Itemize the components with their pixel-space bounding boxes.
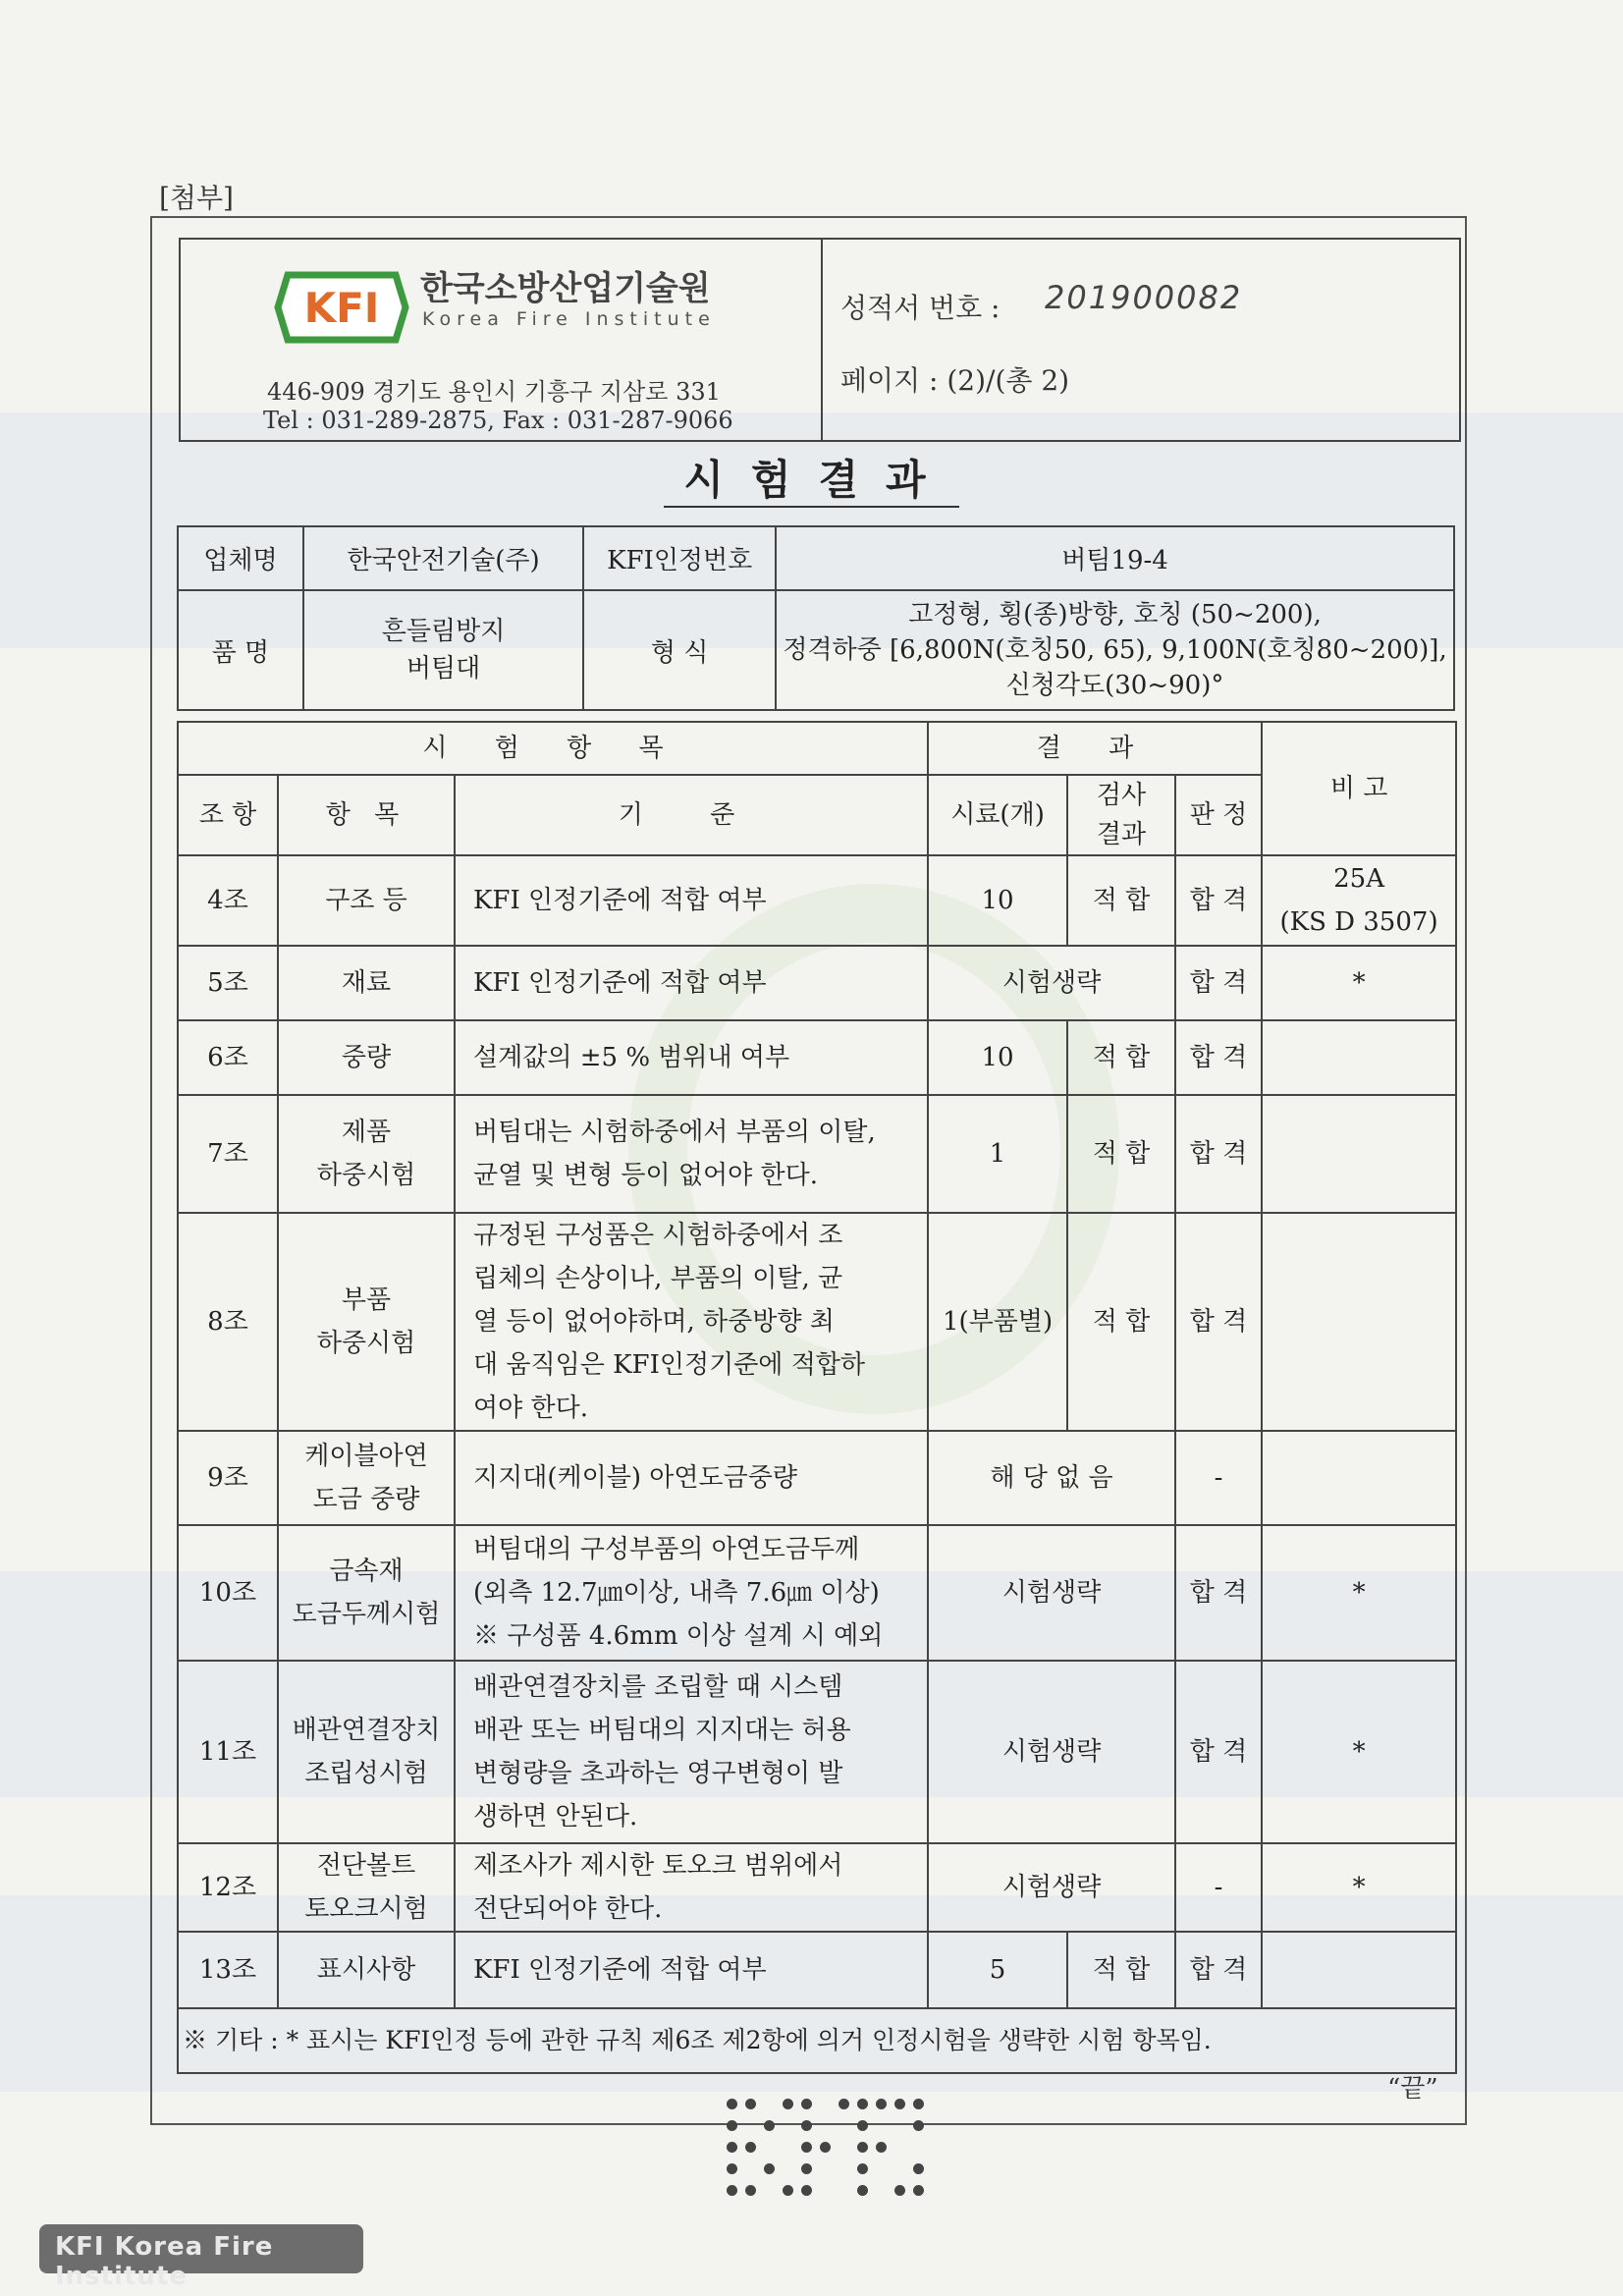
column-header-remarks: 비 고 (1262, 722, 1456, 855)
test-results-table (177, 721, 1457, 2074)
product-name-value: 흔들림방지 버팀대 (303, 590, 584, 710)
remarks-cell (1262, 1095, 1456, 1213)
standard-cell: 버팀대는 시험하중에서 부품의 이탈, 균열 및 변형 등이 없어야 한다. (455, 1095, 928, 1213)
judgment-cell: 합 격 (1175, 946, 1262, 1020)
sample-count-cell: 5 (928, 1932, 1067, 2008)
stamp-dot (801, 2185, 812, 2196)
remarks-cell: * (1262, 1525, 1456, 1661)
page-indicator: 페이지 : (2)/(총 2) (840, 364, 1070, 397)
table-row (178, 946, 1456, 1020)
stamp-dot (913, 2099, 924, 2109)
item-cell: 금속재 도금두께시험 (278, 1525, 455, 1661)
judgment-cell: 합 격 (1175, 1525, 1262, 1661)
stamp-dot (894, 2099, 905, 2109)
table-row (178, 1020, 1456, 1095)
footnote: ※ 기타 : * 표시는 KFI인정 등에 관한 규칙 제6조 제2항에 의거 인정시험을 생략한 시험 항목임. (178, 2008, 1456, 2073)
institute-name-en: Korea Fire Institute (422, 308, 716, 330)
stamp-dot (764, 2163, 775, 2174)
article-cell: 8조 (178, 1213, 278, 1431)
column-header-judgment: 판 정 (1175, 775, 1262, 855)
table-row (178, 1431, 1456, 1525)
remarks-cell: 25A (KS D 3507) (1262, 855, 1456, 946)
kfi-logo-icon (274, 267, 409, 348)
institute-address: 446-909 경기도 용인시 기흥구 지삼로 331 (267, 378, 721, 406)
judgment-cell: - (1175, 1431, 1262, 1525)
institute-info (181, 240, 823, 440)
column-header-inspection: 검사 결과 (1067, 775, 1175, 855)
remarks-cell (1262, 1020, 1456, 1095)
judgment-cell: - (1175, 1843, 1262, 1932)
inspection-result-cell: 적 합 (1067, 1213, 1175, 1431)
table-row (178, 1213, 1456, 1431)
sample-count-cell: 1(부품별) (928, 1213, 1067, 1431)
article-cell: 9조 (178, 1431, 278, 1525)
stamp-dot (913, 2185, 924, 2196)
remarks-cell (1262, 1213, 1456, 1431)
stamp-dot (801, 2142, 812, 2153)
table-row (178, 1525, 1456, 1661)
stamp-dot (857, 2099, 868, 2109)
stamp-dot (801, 2120, 812, 2131)
judgment-cell: 합 격 (1175, 1932, 1262, 2008)
article-cell: 12조 (178, 1843, 278, 1932)
item-cell: 표시사항 (278, 1932, 455, 2008)
sample-count-cell: 10 (928, 855, 1067, 946)
column-header-sample: 시료(개) (928, 775, 1067, 855)
table-row (178, 1661, 1456, 1843)
standard-cell: 버팀대의 구성부품의 아연도금두께 (외측 12.7㎛이상, 내측 7.6㎛ 이상) ※ 구성품 4.6mm 이상 설계 시 예외 (455, 1525, 928, 1661)
stamp-dot (764, 2120, 775, 2131)
kfi-dot-stamp (727, 2099, 933, 2207)
item-cell: 제품 하중시험 (278, 1095, 455, 1213)
stamp-dot (913, 2163, 924, 2174)
company-info-table (177, 525, 1455, 711)
model-type-label: 형 식 (583, 590, 776, 710)
table-row (178, 1932, 1456, 2008)
standard-cell: KFI 인정기준에 적합 여부 (455, 1932, 928, 2008)
group-header-result: 결 과 (928, 722, 1262, 775)
stamp-dot (801, 2163, 812, 2174)
attachment-label: [첨부] (159, 182, 234, 214)
report-number-value: 201900082 (1045, 279, 1243, 316)
article-cell: 10조 (178, 1525, 278, 1661)
item-cell: 중량 (278, 1020, 455, 1095)
stamp-dot (745, 2142, 756, 2153)
report-number-label: 성적서 번호 : (840, 292, 1001, 324)
standard-cell: 규정된 구성품은 시험하중에서 조 립체의 손상이나, 부품의 이탈, 균 열 등이 없어야하며, 하중방향 최 대 움직임은 KFI인정기준에 적합하 여야 한다. (455, 1213, 928, 1431)
column-header-item: 항 목 (278, 775, 455, 855)
stamp-dot (727, 2120, 737, 2131)
stamp-dot (820, 2142, 831, 2153)
column-header-article: 조 항 (178, 775, 278, 855)
stamp-dot (727, 2099, 737, 2109)
sample-count-cell: 10 (928, 1020, 1067, 1095)
inspection-result-cell: 적 합 (1067, 855, 1175, 946)
table-row (178, 855, 1456, 946)
judgment-cell: 합 격 (1175, 855, 1262, 946)
end-mark: “끝” (1387, 2074, 1438, 2104)
item-cell: 배관연결장치 조립성시험 (278, 1661, 455, 1843)
article-cell: 6조 (178, 1020, 278, 1095)
item-cell: 케이블아연 도금 중량 (278, 1431, 455, 1525)
stamp-dot (745, 2099, 756, 2109)
inspection-result-cell: 적 합 (1067, 1095, 1175, 1213)
remarks-cell: * (1262, 1661, 1456, 1843)
stamp-dot (857, 2185, 868, 2196)
institute-name-ko: 한국소방산업기술원 (420, 269, 711, 308)
stamp-dot (801, 2099, 812, 2109)
stamp-dot (857, 2142, 868, 2153)
article-cell: 11조 (178, 1661, 278, 1843)
stamp-dot (783, 2099, 793, 2109)
company-name-value: 한국안전기술(주) (303, 526, 584, 590)
standard-cell: 배관연결장치를 조립할 때 시스템 배관 또는 버팀대의 지지대는 허용 변형량을 초과하는 영구변형이 발 생하면 안된다. (455, 1661, 928, 1843)
footer-logo: KFI Korea Fire Institute (39, 2224, 363, 2273)
item-cell: 재료 (278, 946, 455, 1020)
stamp-dot (839, 2099, 849, 2109)
standard-cell: 설계값의 ±5 % 범위내 여부 (455, 1020, 928, 1095)
merged-result-cell: 해 당 없 음 (928, 1431, 1175, 1525)
article-cell: 7조 (178, 1095, 278, 1213)
page-title: 시험결과 (0, 448, 1623, 507)
group-header-test-items: 시 험 항 목 (178, 722, 928, 775)
remarks-cell: * (1262, 946, 1456, 1020)
footnote-row (178, 2008, 1456, 2073)
cert-number-value: 버팀19-4 (776, 526, 1454, 590)
merged-result-cell: 시험생략 (928, 946, 1175, 1020)
judgment-cell: 합 격 (1175, 1020, 1262, 1095)
standard-cell: 제조사가 제시한 토오크 범위에서 전단되어야 한다. (455, 1843, 928, 1932)
inspection-result-cell: 적 합 (1067, 1020, 1175, 1095)
stamp-dot (745, 2185, 756, 2196)
item-cell: 전단볼트 토오크시험 (278, 1843, 455, 1932)
model-type-value: 고정형, 횡(종)방향, 호칭 (50~200), 정격하중 [6,800N(호칭50, 65), 9,100N(호칭80~200)], 신청각도(30~90)° (776, 590, 1454, 710)
svg-text:KFI: KFI (303, 284, 380, 332)
standard-cell: KFI 인정기준에 적합 여부 (455, 946, 928, 1020)
stamp-dot (727, 2185, 737, 2196)
item-cell: 부품 하중시험 (278, 1213, 455, 1431)
merged-result-cell: 시험생략 (928, 1661, 1175, 1843)
remarks-cell: * (1262, 1843, 1456, 1932)
article-cell: 4조 (178, 855, 278, 946)
cert-number-label: KFI인정번호 (583, 526, 776, 590)
column-header-standard: 기 준 (455, 775, 928, 855)
stamp-dot (727, 2142, 737, 2153)
stamp-dot (913, 2120, 924, 2131)
stamp-dot (727, 2163, 737, 2174)
standard-cell: KFI 인정기준에 적합 여부 (455, 855, 928, 946)
remarks-cell (1262, 1431, 1456, 1525)
stamp-dot (876, 2099, 887, 2109)
merged-result-cell: 시험생략 (928, 1525, 1175, 1661)
remarks-cell (1262, 1932, 1456, 2008)
sample-count-cell: 1 (928, 1095, 1067, 1213)
product-name-label: 품 명 (178, 590, 303, 710)
judgment-cell: 합 격 (1175, 1213, 1262, 1431)
table-row (178, 1843, 1456, 1932)
stamp-dot (783, 2185, 793, 2196)
judgment-cell: 합 격 (1175, 1661, 1262, 1843)
stamp-dot (857, 2163, 868, 2174)
standard-cell: 지지대(케이블) 아연도금중량 (455, 1431, 928, 1525)
judgment-cell: 합 격 (1175, 1095, 1262, 1213)
stamp-dot (876, 2142, 887, 2153)
article-cell: 5조 (178, 946, 278, 1020)
stamp-dot (894, 2185, 905, 2196)
table-row (178, 1095, 1456, 1213)
merged-result-cell: 시험생략 (928, 1843, 1175, 1932)
report-header (179, 238, 1461, 442)
inspection-result-cell: 적 합 (1067, 1932, 1175, 2008)
company-name-label: 업체명 (178, 526, 303, 590)
item-cell: 구조 등 (278, 855, 455, 946)
article-cell: 13조 (178, 1932, 278, 2008)
stamp-dot (857, 2120, 868, 2131)
institute-contact: Tel : 031-289-2875, Fax : 031-287-9066 (263, 407, 733, 434)
